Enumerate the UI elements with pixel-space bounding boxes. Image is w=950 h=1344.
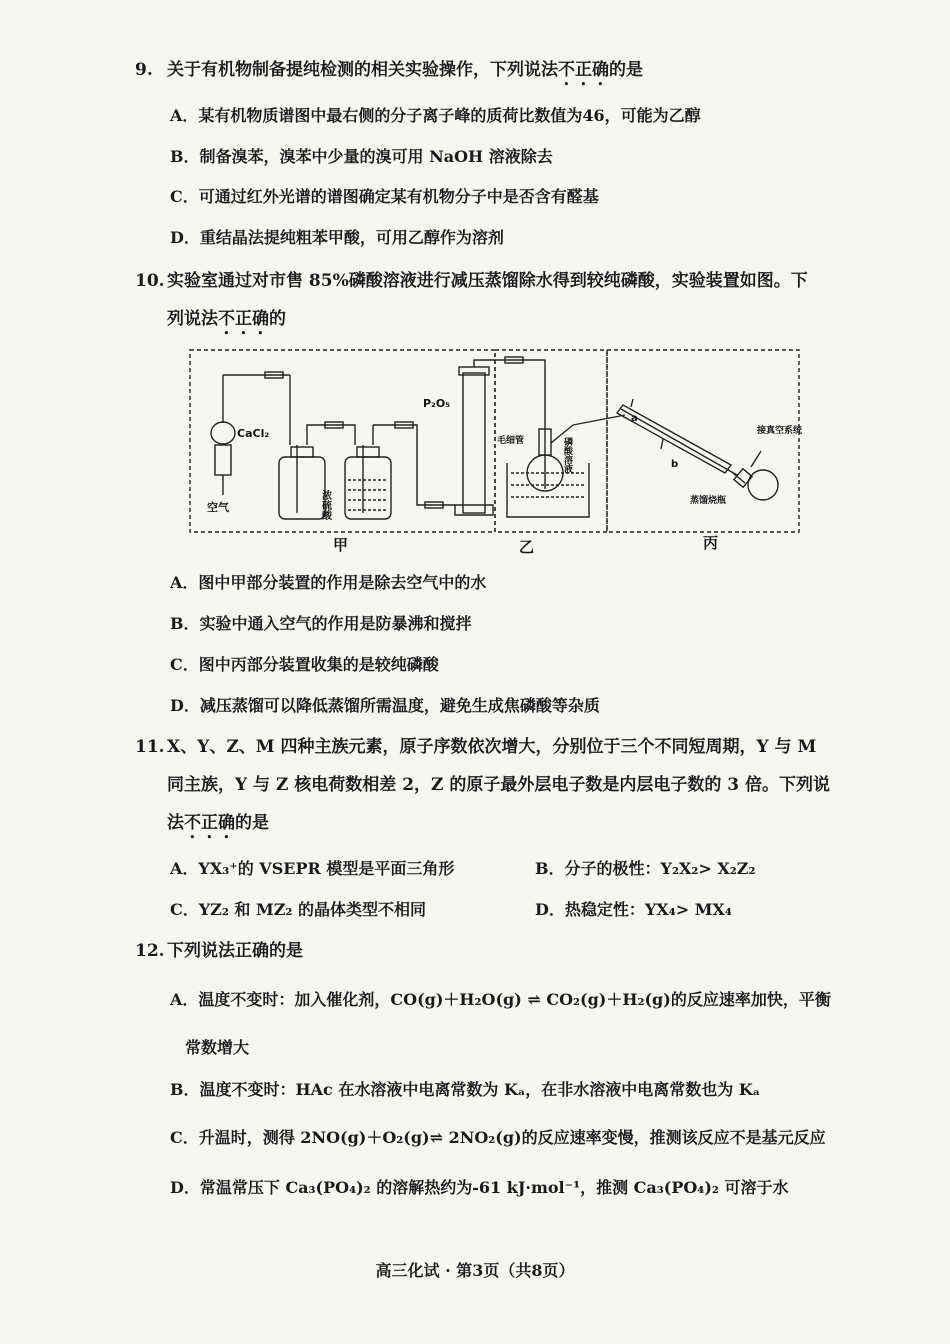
question-10-emphasis: 不正确	[218, 309, 269, 329]
question-10-option-c: C．图中丙部分装置收集的是较纯磷酸	[170, 655, 439, 674]
question-9-option-b: B．制备溴苯，溴苯中少量的溴可用 NaOH 溶液除去	[170, 147, 553, 166]
label-flask: 蒸馏烧瓶	[690, 496, 727, 506]
question-10-option-a: A．图中甲部分装置的作用是除去空气中的水	[170, 573, 487, 592]
question-9-stem-pre: 关于有机物制备提纯检测的相关实验操作，下列说法	[167, 60, 558, 80]
question-12-option-a: A．温度不变时：加入催化剂，CO(g)＋H₂O(g) ⇌ CO₂(g)＋H₂(g)的反应速率加快，平衡	[170, 990, 831, 1009]
question-10-number: 10.	[135, 271, 165, 291]
label-p2o5: P₂O₅	[423, 397, 451, 410]
question-11-option-d: D．热稳定性：YX₄> MX₄	[535, 900, 732, 919]
question-11-option-b: B．分子的极性：Y₂X₂> X₂Z₂	[535, 859, 756, 878]
safety-bottle	[279, 457, 325, 519]
question-9-stem	[135, 51, 855, 90]
question-11-option-a: A．YX₃⁺的 VSEPR 模型是平面三角形	[170, 859, 455, 878]
question-9-stem-post: 的是	[609, 60, 643, 80]
question-10-option-b: B．实验中通入空气的作用是防暴沸和搅拌	[170, 614, 472, 633]
question-10-option-d: D．减压蒸馏可以降低蒸馏所需温度，避免生成焦磷酸等杂质	[170, 696, 600, 715]
question-10-stem	[135, 262, 855, 339]
question-11-emphasis: 不正确	[184, 813, 235, 833]
question-11-option-c: C．YZ₂ 和 MZ₂ 的晶体类型不相同	[170, 900, 426, 919]
question-12-option-b: B．温度不变时：HAc 在水溶液中电离常数为 Kₐ，在非水溶液中电离常数也为 Kₐ	[170, 1080, 761, 1099]
question-9-option-c: C．可通过红外光谱的谱图确定某有机物分子中是否含有醛基	[170, 187, 599, 206]
label-capillary: 毛细管	[497, 436, 525, 446]
drying-bulb	[211, 422, 235, 444]
question-12-number: 12.	[135, 941, 165, 961]
question-11-number: 11.	[135, 737, 165, 757]
question-11-stem-line3-post: 的是	[235, 813, 269, 833]
label-vacuum: 接真空系统	[757, 426, 803, 436]
label-conc-acid: 浓硫酸	[319, 490, 331, 520]
apparatus-diagram	[185, 345, 805, 555]
label-cacl2: CaCl₂	[237, 427, 270, 440]
question-9-option-d: D．重结晶法提纯粗苯甲酸，可用乙醇作为溶剂	[170, 228, 504, 247]
question-12-option-d: D．常温常压下 Ca₃(PO₄)₂ 的溶解热约为-61 kJ·mol⁻¹，推测 Ca₃(PO₄)₂ 可溶于水	[170, 1178, 789, 1197]
question-10-stem-line2-post: 的	[269, 309, 286, 329]
question-12-stem	[135, 932, 855, 970]
question-12-stem-text: 下列说法正确的是	[167, 941, 303, 961]
page-footer: 高三化试 · 第3页（共8页）	[375, 1261, 575, 1280]
label-phosphoric: 磷酸溶液	[562, 437, 572, 473]
question-10-stem-line2-pre: 列说法	[167, 309, 218, 329]
question-12-option-a-cont: 常数增大	[185, 1038, 250, 1057]
question-12-option-c: C．升温时，测得 2NO(g)＋O₂(g)⇌ 2NO₂(g)的反应速率变慢，推测该反应不是基元反应	[170, 1128, 826, 1147]
label-part-yi: 乙	[519, 538, 535, 555]
question-9-option-a: A．某有机物质谱图中最右侧的分子离子峰的质荷比数值为46，可能为乙醇	[170, 106, 701, 125]
label-b: b	[671, 459, 679, 470]
question-9-number: 9.	[135, 60, 153, 80]
question-11-stem	[135, 728, 855, 843]
label-air: 空气	[207, 501, 229, 514]
water-bath	[507, 463, 589, 517]
question-11-stem-line3-pre: 法	[167, 813, 184, 833]
receiving-flask	[748, 470, 778, 500]
label-part-jia: 甲	[333, 536, 349, 554]
question-10-stem-line1: 实验室通过对市售 85%磷酸溶液进行减压蒸馏除水得到较纯磷酸，实验装置如图。下	[167, 271, 808, 291]
label-part-bing: 丙	[703, 534, 719, 552]
p2o5-column	[463, 373, 485, 513]
question-9-emphasis: 不正确	[558, 60, 609, 80]
label-a: a	[631, 413, 638, 424]
question-11-stem-line2: 同主族，Y 与 Z 核电荷数相差 2，Z 的原子最外层电子数是内层电子数的 3 倍。下列说	[167, 775, 831, 795]
question-11-stem-line1: X、Y、Z、M 四种主族元素，原子序数依次增大，分别位于三个不同短周期，Y 与 M	[167, 737, 817, 757]
